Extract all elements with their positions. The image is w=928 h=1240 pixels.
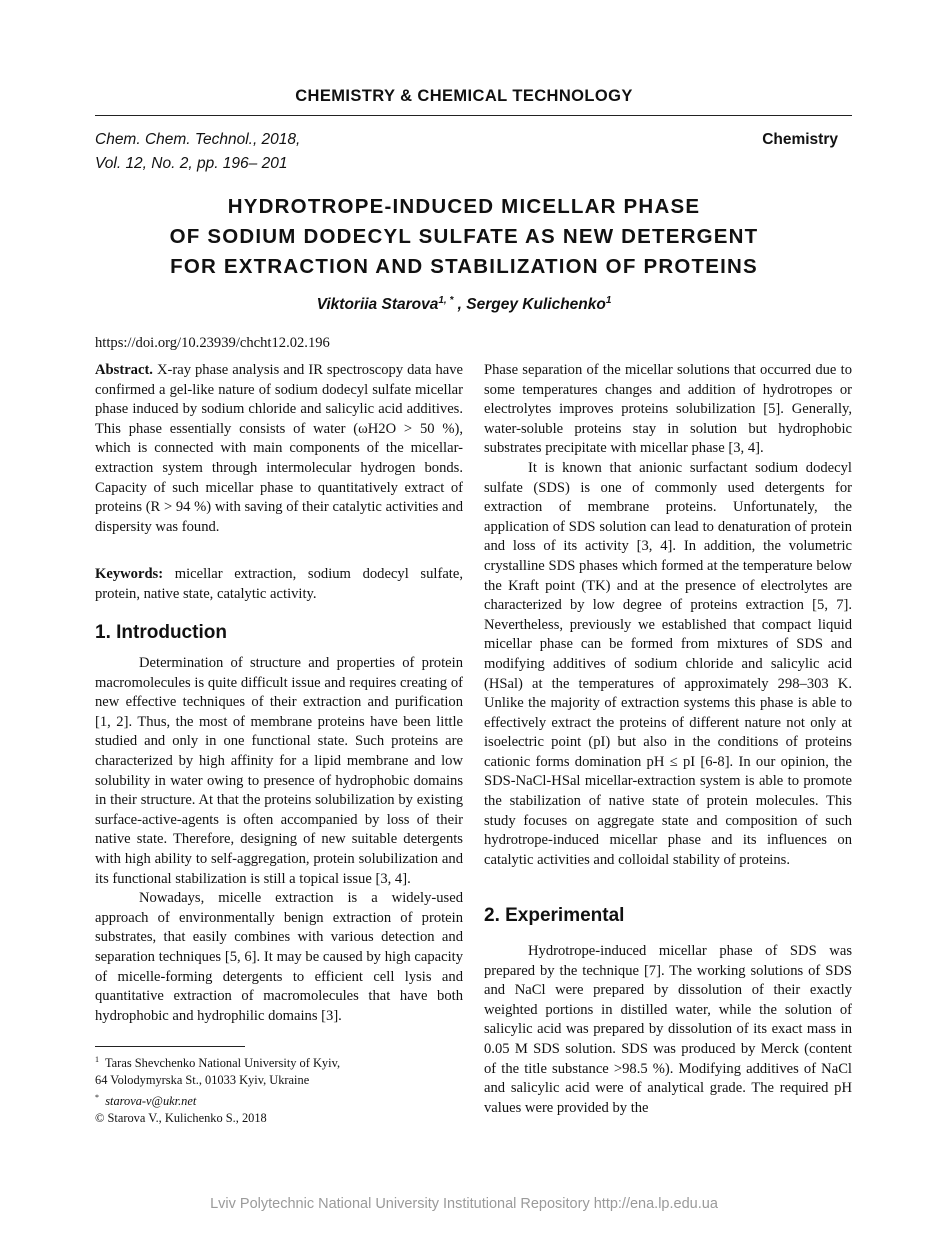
- title-line-3: FOR EXTRACTION AND STABILIZATION OF PROTEINS: [170, 255, 758, 278]
- abstract-label: Abstract.: [95, 362, 153, 378]
- experimental-paragraph-1: Hydrotrope-induced micellar phase of SDS was prepared by the technique [7]. The working solutions of SDS and NaCl were prepared by dissolution of their exactly weighted portions in distilled water, while the solution of salicylic acid was prepared by dissolution of its exact mass in 0.05 M SDS solution. SDS was produced by Merck (content of the title substance >98.5 %). Modifying additives of NaCl and salicylic acid were of analytical grade. The required pH values were provided by the: [484, 943, 852, 1116]
- section-tag: Chemistry: [762, 131, 838, 148]
- intro-paragraph-1: Determination of structure and properties of protein macromolecules is quite difficult issue and requires creating of new effective techniques of their extraction and purification [1, 2]. Thus, the most of membrane proteins have been little studied and only in one functional state. Such proteins are characterized by high affinity for a lipid membrane and low solubility in water owing to presence of hydrophobic domains in their structure. At that the proteins solubilization by existing surface-active-agents is often accompanied by loss of their native state. Therefore, designing of new suitable detergents with high ability to self-aggregation, protein solubilization and its functional stabilization is still a topical issue [3, 4].: [95, 655, 463, 887]
- intro-paragraph-2: Nowadays, micelle extraction is a widely-used approach of environmentally benign extraction of protein substrates, that easily combines with various detection and separation techniques [5, 6]. It may be caused by high capacity of micelle-forming detergents to efficient cell lysis and quantitative extraction of macromolecules that have both hydrophobic and hydrophilic domains [3].: [95, 890, 463, 1024]
- authors: [0, 295, 928, 314]
- journal-name: CHEMISTRY & CHEMICAL TECHNOLOGY: [295, 87, 633, 105]
- author-1: Viktoriia Starova: [316, 296, 439, 314]
- footnote-star: *: [95, 1093, 99, 1103]
- paper-title: [0, 192, 928, 282]
- footnote-mark: 1: [95, 1055, 99, 1064]
- repository-footer[interactable]: Lviv Polytechnic National University Institutional Repository http://ena.lp.edu.ua: [210, 1196, 718, 1212]
- email-link[interactable]: starova-v@ukr.net: [105, 1094, 197, 1109]
- title-line-2: OF SODIUM DODECYL SULFATE AS NEW DETERGENT: [169, 225, 759, 248]
- copyright: © Starova V., Kulichenko S., 2018: [95, 1111, 267, 1126]
- keywords: [95, 565, 463, 604]
- keywords-label: Keywords:: [95, 566, 164, 582]
- author-1-affil: 1, *: [438, 295, 454, 306]
- author-2-affil: 1: [605, 295, 612, 306]
- citation-line-2: Vol. 12, No. 2, pp. 196– 201: [95, 155, 288, 172]
- abstract-text: X-ray phase analysis and IR spectroscopy data have confirmed a gel-like nature of sodium dodecyl sulfate micellar phase induced by sodium chloride and salicylic acid additives. This phase essentially consists of water (ωH2O > 50 %), which is connected with main components of the micellar-extraction system through intermolecular hydrogen bonds. Capacity of such micellar phase to quantitatively extract of proteins (R > 94 %) with saving of their catalytic activities and dispersity was found.: [95, 362, 463, 535]
- title-line-1: HYDROTROPE-INDUCED MICELLAR PHASE: [227, 195, 701, 218]
- affiliation-line-1: Taras Shevchenko National University of Kyiv,: [104, 1056, 341, 1071]
- author-2: Sergey Kulichenko: [466, 296, 606, 314]
- footnote-divider: [95, 1046, 245, 1047]
- header-divider: [95, 115, 852, 116]
- experimental-body: [484, 942, 852, 1118]
- introduction-heading: 1. Introduction: [95, 622, 227, 643]
- citation: [95, 128, 300, 176]
- keywords-text: micellar extraction, sodium dodecyl sulfate, protein, native state, catalytic activity.: [95, 566, 463, 602]
- author-separator: ,: [453, 296, 467, 314]
- doi-link[interactable]: https://doi.org/10.23939/chcht12.02.196: [95, 335, 330, 351]
- introduction-body: [95, 654, 463, 1026]
- footnotes: [95, 1051, 340, 1127]
- affiliation-line-2: 64 Volodymyrska St., 01033 Kyiv, Ukraine: [95, 1073, 310, 1088]
- intro-paragraph-3: Phase separation of the micellar solutions that occurred due to some temperatures changes and addition of hydrotropes or electrolytes improves proteins solubilization [5]. Generally, water-soluble proteins stay in solution but hydrophobic substrates precipitate with micellar phase [3, 4].: [484, 362, 852, 457]
- citation-line-1: Chem. Chem. Technol., 2018,: [95, 131, 301, 148]
- experimental-heading: 2. Experimental: [484, 905, 625, 926]
- introduction-continued: [484, 361, 852, 870]
- abstract: [95, 361, 463, 537]
- intro-paragraph-4: It is known that anionic surfactant sodium dodecyl sulfate (SDS) is one of commonly used detergents for extraction of membrane proteins. Unfortunately, the application of SDS solution can lead to denaturation of protein and loss of its activity [3, 4]. In addition, the volumetric crystalline SDS phases which formed at the temperature below the Kraft point (TK) and at the presence of electrolytes are characterized by low degree of proteins extraction [5, 7]. Nevertheless, previously we established that compact liquid micellar phase can be formed from mixtures of SDS and modifying additives of sodium chloride and salicylic acid (HSal) at the temperatures of approximately 298–303 K. Unlike the majority of extraction systems this phase is able to effectively extract the proteins of different nature not only at isoelectric point (pI) but also in the conditions of proteins cationic forms domination pH ≤ pI [6-8]. In our opinion, the SDS-NaCl-HSal micellar-extraction system is able to promote the stabilization of native state of protein molecules. This study focuses on aggregate state and composition of such hydrotrope-induced micellar phase and its influences on catalytic activities and colloidal stability of proteins.: [484, 459, 852, 868]
